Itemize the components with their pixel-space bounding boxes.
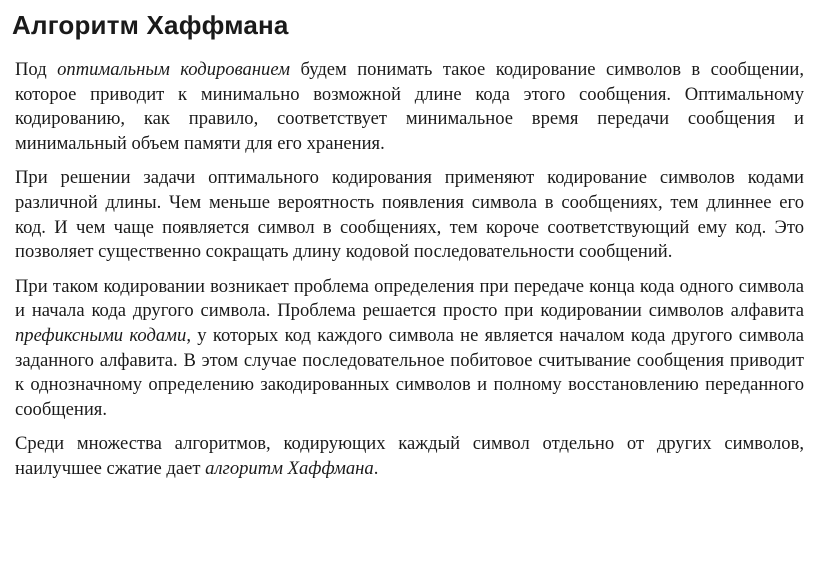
text-run: Среди множества алгоритмов, кодирующих каждый символ отдельно от других символов, наилучшее сжатие дает [15,433,804,479]
italic-term: оптимальным кодированием [57,59,291,80]
text-run: При решении задачи оптимального кодирования применяют кодирование символов кодами различной длины. Чем меньше вероятность появления символа в сообщениях, тем длиннее его код. И чем чаще появляется символ в сообщениях, тем короче соответствующий ему код. Это позволяет существенно сокращать длину кодовой последовательности сообщений. [15,167,804,263]
paragraph-2 [12,166,808,264]
italic-term: алгоритм Хаффмана [205,457,374,479]
document-page [12,6,808,492]
paragraph-4 [12,432,808,481]
text-run: . [373,457,379,479]
text-run: При таком кодировании возникает проблема определения при передаче конца кода одного символа и начала кода другого символа. Проблема решается просто при кодировании символов алфавита [15,275,804,322]
paragraph-1 [12,58,808,156]
italic-term: префиксными кодами [15,324,187,346]
page-title: Алгоритм Хаффмана [12,10,289,40]
document-body [12,58,808,482]
text-run: Под [15,59,58,80]
text-run: , у которых код каждого символа не является началом кода другого символа заданного алфавита. В этом случае последовательное побитовое считывание сообщения приводит к однозначному определению закодированных символов и полному восстановлению переданного сообщения. [15,324,804,420]
text-run: будем понимать такое кодирование символов в сообщении, которое приводит к минимально возможной длине кода этого сообщения. Оптимальному кодированию, как правило, соответствует минимальное время передачи сообщения и минимальный объем памяти для его хранения. [15,59,804,154]
paragraph-3 [12,275,808,423]
